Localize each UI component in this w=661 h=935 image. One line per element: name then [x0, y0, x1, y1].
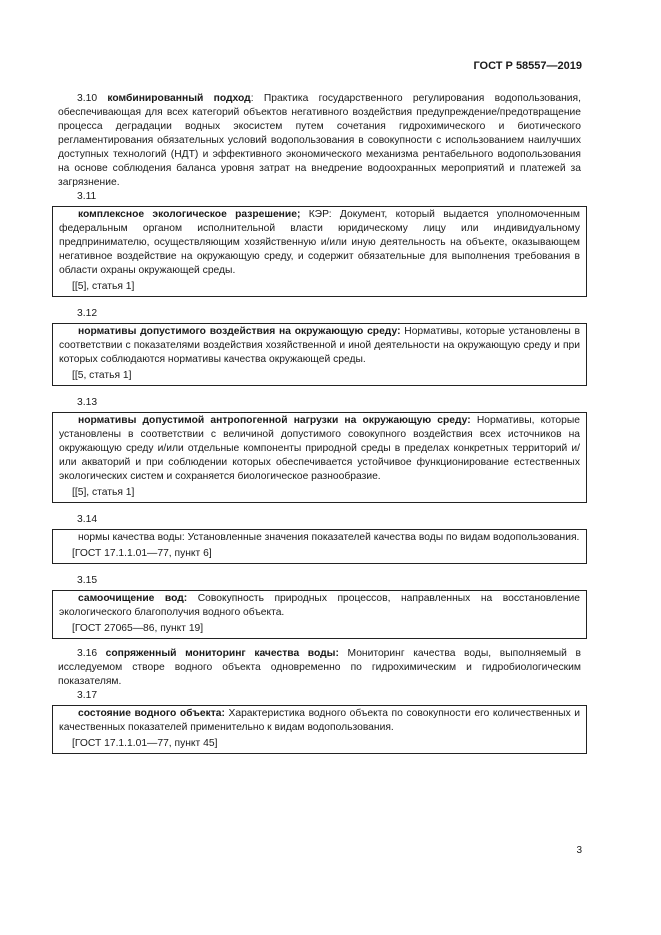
entry-3-14-box: [52, 529, 587, 564]
entry-3-16: [58, 647, 581, 689]
entry-term: самоочищение вод:: [78, 593, 188, 604]
entry-definition: Мониторинг качества воды, выполняемый в исследуемом створе водного объекта одновременно по гидрохимическим и гидробиологическим показателям.: [58, 648, 581, 687]
entry-source: [[5, статья 1]: [72, 370, 132, 381]
document-body: [58, 92, 581, 754]
entry-text: [59, 707, 580, 735]
entry-text: [59, 208, 580, 278]
entry-source: [ГОСТ 17.1.1.01—77, пункт 6]: [72, 548, 212, 559]
entry-number: 3.17: [77, 690, 98, 701]
entry-source: [ГОСТ 17.1.1.01—77, пункт 45]: [72, 738, 218, 749]
entry-term: нормативы допустимого воздействия на окружающую среду:: [78, 326, 401, 337]
entry-number: 3.13: [77, 397, 98, 408]
entry-term: нормативы допустимой антропогенной нагрузки на окружающую среду:: [78, 415, 471, 426]
entry-term: комбинированный подход: [107, 93, 251, 104]
entry-number: 3.11: [77, 191, 97, 202]
entry-number: 3.16: [77, 648, 98, 659]
entry-text: нормы качества воды: Установленные значения показателей качества воды по видам водопользования.: [78, 532, 580, 543]
entry-term: комплексное экологическое разрешение;: [78, 209, 301, 220]
entry-definition: Нормативы, которые установлены в соответствии с показателями воздействия хозяйственной и иной деятельности на окружающую среду и при которых соблюдаются нормативы качества окружающей среды.: [59, 326, 580, 365]
entry-definition: Совокупность природных процессов, направленных на восстановление экологического благополучия водного объекта.: [59, 593, 580, 618]
entry-3-10: [58, 92, 581, 190]
entry-number: 3.12: [77, 308, 98, 319]
entry-text: [59, 592, 580, 620]
entry-definition: Нормативы, которые установлены в соответствии с величиной допустимого совокупного воздействия всех источников на окружающую среду и/или отдельные компоненты природной среды в пределах конкретных территорий и/или акваторий и при соблюдении которых обеспечивается устойчивое функционирование естественных экологических систем и сохраняется биологическое разнообразие.: [59, 415, 580, 482]
entry-source: [ГОСТ 27065—86, пункт 19]: [72, 623, 204, 634]
entry-source: [[5], статья 1]: [72, 487, 135, 498]
entry-text: [59, 325, 580, 367]
entry-3-17-box: [52, 705, 587, 754]
page-number: 3: [576, 845, 582, 856]
entry-3-15-box: [52, 590, 587, 639]
entry-3-12-box: [52, 323, 587, 386]
entry-definition: КЭР: Документ, который выдается уполномоченным федеральным органом исполнительной власти юридическому лицу или индивидуальному предпринимателю, осуществляющим хозяйственную и/или иную деятельность на объекте, оказывающем негативное воздействие на окружающую среду, и содержит обязательные для выполнения требования в области охраны окружающей среды.: [59, 209, 580, 276]
entry-term: сопряженный мониторинг качества воды:: [105, 648, 339, 659]
entry-text: [59, 414, 580, 484]
entry-number: 3.10: [77, 93, 98, 104]
entry-3-13-box: [52, 412, 587, 503]
entry-term: состояние водного объекта:: [78, 708, 225, 719]
entry-number: 3.14: [77, 514, 98, 525]
entry-source: [[5], статья 1]: [72, 281, 135, 292]
entry-definition: Характеристика водного объекта по совокупности его количественных и качественных показателей применительно к видам водопользования.: [59, 708, 580, 733]
entry-definition: : Практика государственного регулирования водопользования, обеспечивающая для всех категорий объектов негативного воздействия предупреждение/предотвращение процесса деградации водных экосистем путем сочетания гидрохимического и биотического регламентирования обязательных условий водопользования в совокупности с использованием наилучших доступных технологий (НДТ) и эффективного экономического механизма рентабельного водопользования на основе соблюдения баланса уровня затрат на внедрение водоохранных мероприятий и платежей за загрязнение.: [58, 93, 581, 188]
entry-number: 3.15: [77, 575, 98, 586]
document-id: ГОСТ Р 58557—2019: [473, 60, 582, 72]
entry-3-11-box: [52, 206, 587, 297]
